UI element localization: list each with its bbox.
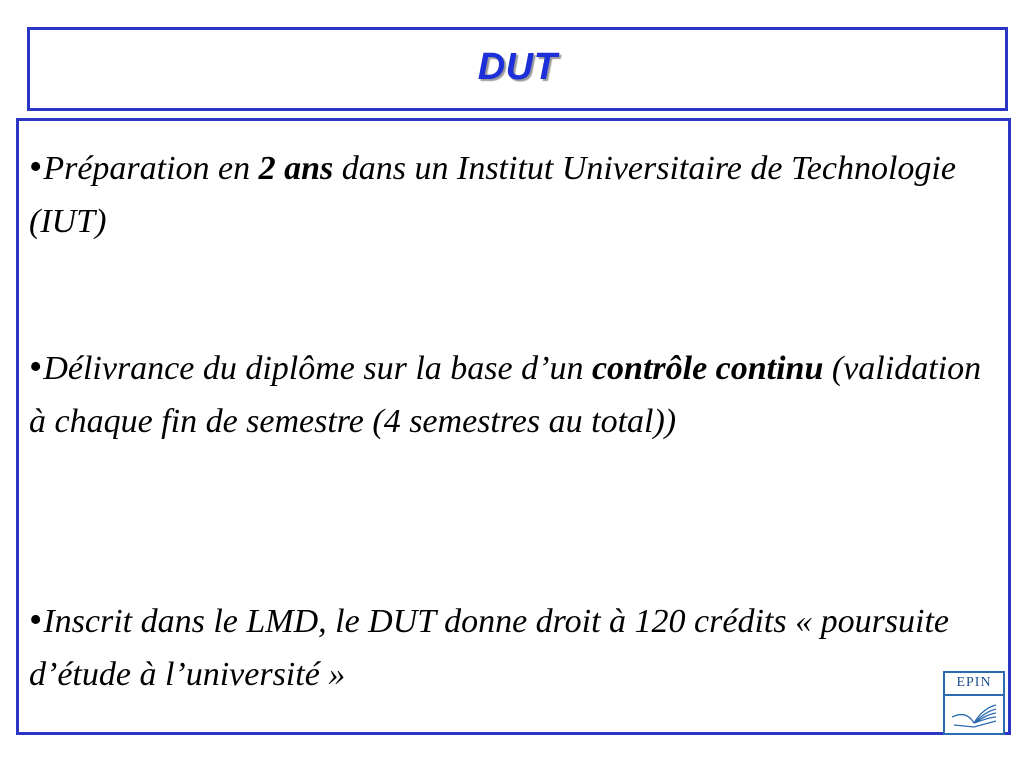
bullet-text: Délivrance du diplôme sur la base d’un — [43, 350, 592, 387]
bullet-dot: • — [29, 599, 43, 641]
bullet-emphasis: 2 ans — [258, 150, 334, 187]
title-frame — [27, 27, 1008, 111]
bullet-item — [29, 594, 999, 701]
bullet-text: Préparation en — [43, 150, 259, 187]
book-icon — [948, 699, 1000, 731]
logo-text: EPIN — [956, 675, 992, 690]
content-frame — [16, 118, 1011, 735]
slide-title: DUT — [477, 45, 558, 88]
bullet-text: dans un Institut Universitaire de Technologie (IUT) — [29, 150, 956, 240]
bullet-item — [29, 341, 999, 448]
bullet-item — [29, 141, 999, 248]
bullet-dot: • — [29, 346, 43, 388]
epin-logo — [943, 671, 1005, 735]
bullet-text: (validation à chaque fin de semestre (4 semestres au total)) — [29, 350, 982, 440]
logo-divider — [945, 694, 1003, 696]
bullet-text: Inscrit dans le LMD, le DUT donne droit à 120 crédits « poursuite d’étude à l’université » — [29, 603, 950, 693]
bullet-dot: • — [29, 146, 43, 188]
bullet-emphasis: contrôle continu — [591, 350, 824, 387]
